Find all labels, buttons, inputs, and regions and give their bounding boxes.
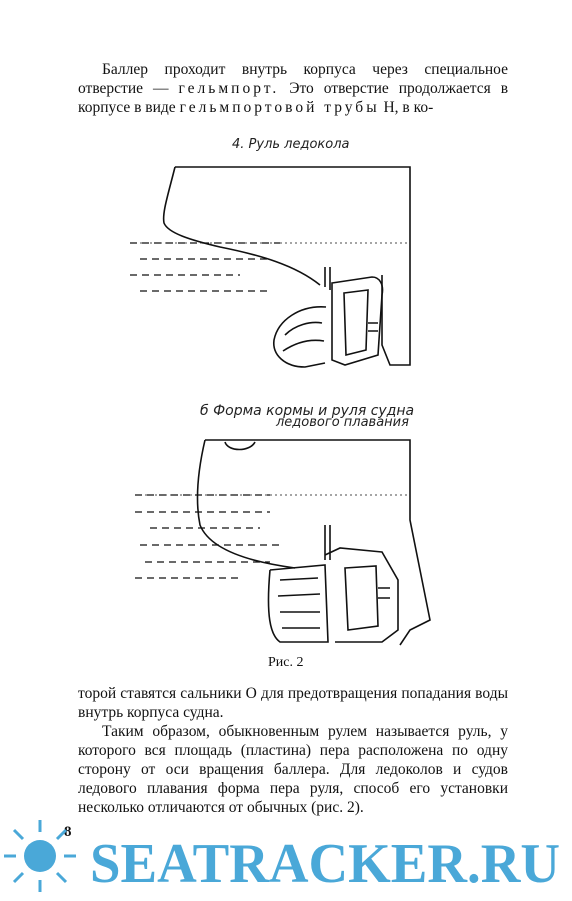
watermark-sun-icon <box>4 820 76 892</box>
figure-a-caption: 4. Руль ледокола <box>232 137 350 152</box>
paragraph-continue: торой ставятся сальники O для предотвращения попадания воды внутрь корпуса судна. <box>78 685 508 721</box>
term-helmport: гельмпорт. <box>178 80 280 97</box>
paragraph-top <box>78 60 508 117</box>
figure-b-caption-line1: б Форма кормы и руля судна <box>200 403 415 419</box>
figure-label: Рис. 2 <box>268 655 304 670</box>
text-part1: Баллер проходит внутрь корпуса через специальное отверстие — <box>78 61 508 97</box>
figure-b <box>120 430 440 655</box>
watermark-text: SEATRACKER.RU <box>90 833 560 895</box>
page-number: 8 <box>64 824 72 840</box>
watermark <box>0 812 572 901</box>
paragraph-main: Таким образом, обыкновенным рулем называется руль, у которого вся площадь (пластина) пера расположена по одну сторону от оси вращения баллера. Для ледоколов и судов ледового плавания форма пера руля, способ его установки несколько отличаются от обычных (рис. 2). <box>78 723 508 816</box>
text-part2: Это отверстие продолжается в корпусе в виде <box>78 80 509 116</box>
term-helmport-tube: гельмпортовой трубы <box>179 99 380 116</box>
figure-b-caption-line2: ледового плавания <box>276 415 409 430</box>
text-part3: H, в ко- <box>383 99 434 116</box>
figure-a <box>120 155 430 375</box>
